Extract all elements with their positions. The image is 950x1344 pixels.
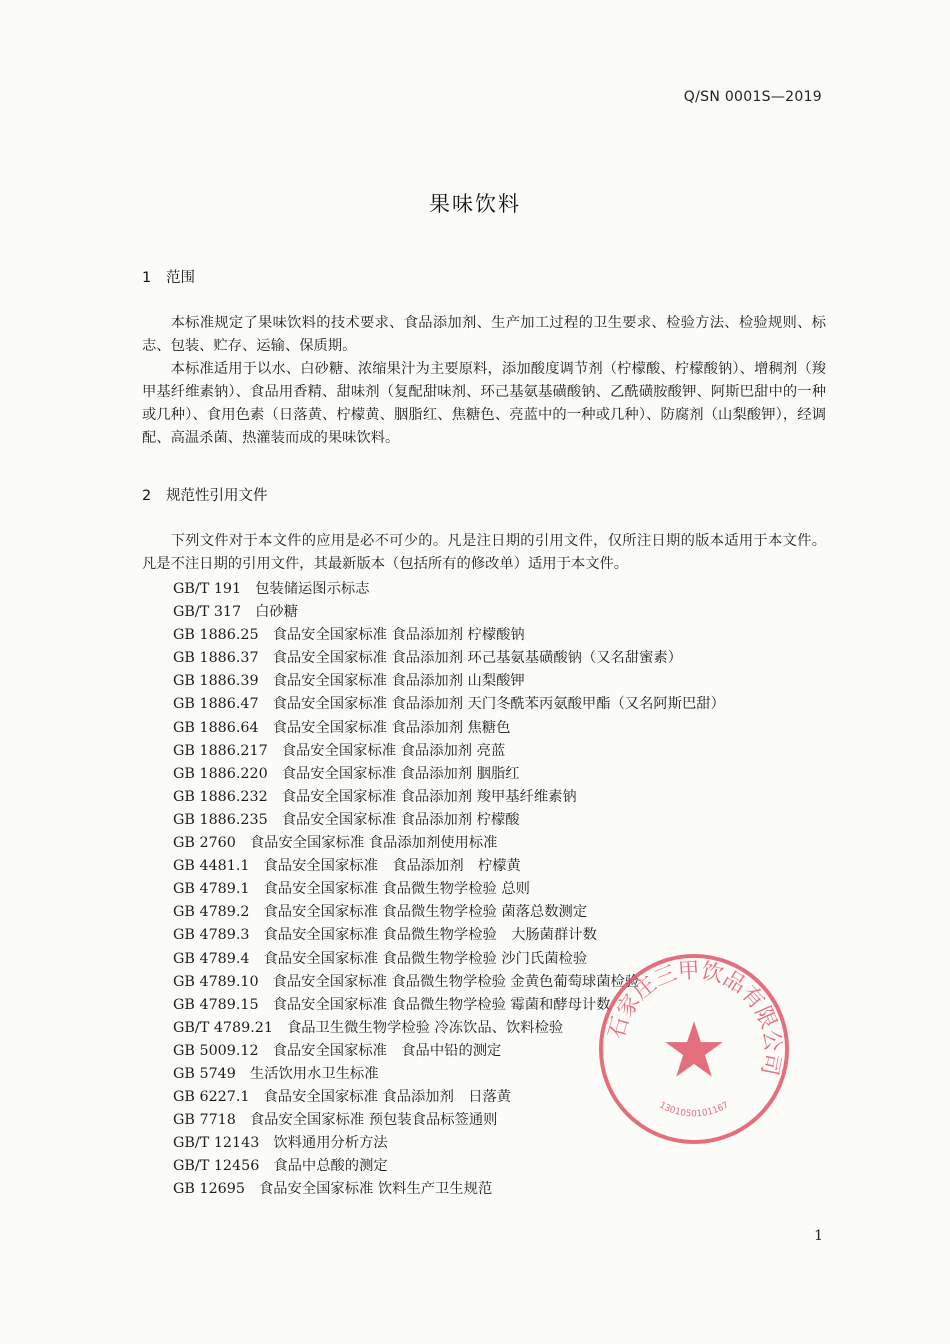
reference-title: 食品安全国家标准 食品添加剂 柠檬酸 bbox=[281, 811, 520, 828]
reference-code: GB 1886.47 bbox=[173, 696, 259, 713]
reference-title: 食品安全国家标准 食品微生物学检验 金黄色葡萄球菌检验 bbox=[272, 973, 640, 990]
reference-title: 食品卫生微生物学检验 冷冻饮品、饮料检验 bbox=[286, 1019, 564, 1036]
reference-item bbox=[173, 971, 725, 994]
reference-code: GB 5009.12 bbox=[173, 1042, 259, 1059]
reference-code: GB 1886.235 bbox=[173, 811, 268, 828]
reference-title: 食品安全国家标准 预包装食品标签通则 bbox=[249, 1112, 498, 1129]
reference-item bbox=[173, 578, 725, 601]
seal-ring-text: 石家庄三甲饮品有限公司 bbox=[604, 958, 785, 1078]
reference-code: GB 4789.10 bbox=[173, 973, 259, 990]
reference-item bbox=[173, 670, 725, 693]
reference-code: GB 1886.39 bbox=[173, 673, 259, 690]
reference-item bbox=[173, 1086, 725, 1109]
reference-item bbox=[173, 924, 725, 947]
reference-code: GB 4789.4 bbox=[173, 950, 250, 967]
section-number: 1 bbox=[142, 270, 152, 286]
reference-code: GB 5749 bbox=[173, 1065, 236, 1082]
reference-title: 食品安全国家标准 食品添加剂 亮蓝 bbox=[281, 742, 506, 759]
reference-code: GB 1886.37 bbox=[173, 650, 259, 667]
reference-item bbox=[173, 601, 725, 624]
document-code: Q/SN 0001S—2019 bbox=[683, 89, 822, 105]
reference-item bbox=[173, 1109, 725, 1132]
references-intro-paragraph: 下列文件对于本文件的应用是必不可少的。凡是注日期的引用文件，仅所注日期的版本适用于本文件。凡是不注日期的引用文件，其最新版本（包括所有的修改单）适用于本文件。 bbox=[142, 533, 826, 573]
reference-item bbox=[173, 647, 725, 670]
reference-item bbox=[173, 740, 725, 763]
reference-title: 食品中总酸的测定 bbox=[273, 1158, 388, 1175]
reference-code: GB 4789.2 bbox=[173, 904, 250, 921]
reference-item bbox=[173, 1017, 725, 1040]
reference-title: 食品安全国家标准 食品添加剂 羧甲基纤维素钠 bbox=[281, 788, 577, 805]
reference-code: GB/T 191 bbox=[173, 581, 242, 597]
reference-code: GB 4481.1 bbox=[173, 858, 250, 875]
reference-item bbox=[173, 717, 725, 740]
reference-code: GB 1886.217 bbox=[173, 742, 268, 759]
reference-title: 食品安全国家标准 食品添加剂 柠檬酸钠 bbox=[272, 627, 525, 644]
reference-code: GB 1886.25 bbox=[173, 627, 259, 644]
reference-title: 食品安全国家标准 食品添加剂 环己基氨基磺酸钠（又名甜蜜素） bbox=[272, 650, 682, 667]
reference-title: 饮料通用分析方法 bbox=[273, 1135, 388, 1152]
reference-title: 食品安全国家标准 食品中铅的测定 bbox=[272, 1042, 502, 1059]
reference-title: 食品安全国家标准 饮料生产卫生规范 bbox=[258, 1181, 493, 1198]
section-title: 范围 bbox=[166, 270, 195, 286]
reference-title: 食品安全国家标准 食品微生物学检验 总则 bbox=[263, 881, 530, 898]
reference-title: 生活饮用水卫生标准 bbox=[249, 1065, 379, 1082]
section-number: 2 bbox=[142, 488, 152, 504]
reference-code: GB 4789.15 bbox=[173, 996, 259, 1013]
reference-code: GB 2760 bbox=[173, 835, 236, 852]
reference-item bbox=[173, 1132, 725, 1155]
reference-title: 白砂糖 bbox=[255, 604, 299, 621]
reference-title: 食品安全国家标准 食品添加剂 柠檬黄 bbox=[263, 858, 521, 875]
reference-item bbox=[173, 1178, 725, 1201]
reference-code: GB/T 12456 bbox=[173, 1158, 260, 1175]
reference-code: GB/T 4789.21 bbox=[173, 1019, 273, 1036]
reference-code: GB 1886.232 bbox=[173, 788, 268, 805]
reference-code: GB 6227.1 bbox=[173, 1089, 250, 1106]
reference-item bbox=[173, 994, 725, 1017]
scope-paragraph-1: 本标准规定了果味饮料的技术要求、食品添加剂、生产加工过程的卫生要求、检验方法、检验规则、标志、包装、贮存、运输、保质期。 bbox=[142, 315, 826, 355]
reference-item bbox=[173, 693, 725, 716]
reference-item bbox=[173, 786, 725, 809]
reference-code: GB/T 12143 bbox=[173, 1135, 260, 1152]
section-2-heading bbox=[142, 484, 268, 505]
reference-item bbox=[173, 855, 725, 878]
section-title: 规范性引用文件 bbox=[166, 488, 268, 504]
reference-item bbox=[173, 809, 725, 832]
reference-item bbox=[173, 763, 725, 786]
reference-title: 食品安全国家标准 食品添加剂使用标准 bbox=[249, 835, 498, 852]
reference-title: 食品安全国家标准 食品微生物学检验 大肠菌群计数 bbox=[263, 927, 597, 944]
reference-item bbox=[173, 832, 725, 855]
reference-title: 食品安全国家标准 食品添加剂 焦糖色 bbox=[272, 719, 511, 736]
reference-title: 食品安全国家标准 食品添加剂 胭脂红 bbox=[281, 765, 520, 782]
section-1-heading bbox=[142, 266, 195, 287]
reference-item bbox=[173, 1040, 725, 1063]
reference-code: GB 4789.1 bbox=[173, 881, 250, 898]
reference-title: 食品安全国家标准 食品微生物学检验 菌落总数测定 bbox=[263, 904, 588, 921]
reference-code: GB 12695 bbox=[173, 1181, 245, 1198]
reference-title: 食品安全国家标准 食品微生物学检验 沙门氏菌检验 bbox=[263, 950, 588, 967]
reference-title: 食品安全国家标准 食品微生物学检验 霉菌和酵母计数 bbox=[272, 996, 611, 1013]
reference-title: 包装储运图示标志 bbox=[255, 581, 370, 597]
reference-code: GB 4789.3 bbox=[173, 927, 250, 944]
reference-code: GB 1886.220 bbox=[173, 765, 268, 782]
reference-code: GB 1886.64 bbox=[173, 719, 259, 736]
reference-title: 食品安全国家标准 食品添加剂 日落黄 bbox=[263, 1089, 512, 1106]
reference-item bbox=[173, 624, 725, 647]
reference-title: 食品安全国家标准 食品添加剂 山梨酸钾 bbox=[272, 673, 525, 690]
reference-item bbox=[173, 901, 725, 924]
reference-title: 食品安全国家标准 食品添加剂 天门冬酰苯丙氨酸甲酯（又名阿斯巴甜） bbox=[272, 696, 725, 713]
reference-code: GB 7718 bbox=[173, 1112, 236, 1129]
reference-item bbox=[173, 878, 725, 901]
reference-list bbox=[173, 578, 725, 1202]
reference-item bbox=[173, 1063, 725, 1086]
scope-paragraph-2: 本标准适用于以水、白砂糖、浓缩果汁为主要原料，添加酸度调节剂（柠檬酸、柠檬酸钠）、增稠剂（羧甲基纤维素钠）、食品用香精、甜味剂（复配甜味剂、环己基氨基磺酸钠、乙酰磺胺酸钾、阿斯巴甜中的一种或几种）、食用色素（日落黄、柠檬黄、胭脂红、焦糖色、亮蓝中的一种或几种）、防腐剂（山梨酸钾），经调配、高温杀菌、热灌装而成的果味饮料。 bbox=[142, 361, 826, 447]
page-number: 1 bbox=[814, 1228, 823, 1244]
reference-code: GB/T 317 bbox=[173, 604, 242, 621]
seal-serial: 1301050101167 bbox=[657, 1100, 731, 1120]
document-title: 果味饮料 bbox=[429, 192, 521, 216]
reference-item bbox=[173, 1155, 725, 1178]
reference-item bbox=[173, 948, 725, 971]
